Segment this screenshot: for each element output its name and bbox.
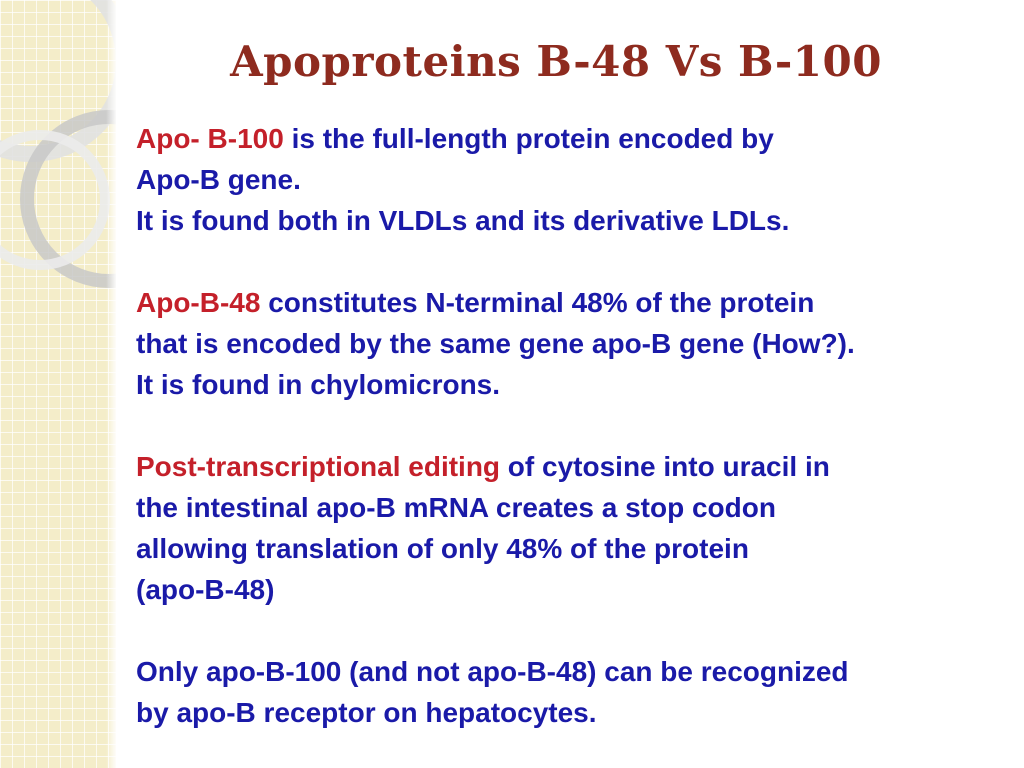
highlight-term: Apo-B-48 <box>136 287 261 318</box>
paragraph <box>136 651 1016 733</box>
text-line: by apo-B receptor on hepatocytes. <box>136 697 597 728</box>
paragraph <box>136 118 1016 241</box>
highlight-term: Apo- B-100 <box>136 123 284 154</box>
text-line: constitutes N-terminal 48% of the protein <box>260 287 815 318</box>
text-line: is the full-length protein encoded by <box>283 123 774 154</box>
slide-body <box>136 118 1016 733</box>
slide-title: Apoproteins B-48 Vs B-100 <box>230 37 882 86</box>
text-line: that is encoded by the same gene apo-B gene (How?). <box>136 328 855 359</box>
text-line: It is found in chylomicrons. <box>136 369 501 400</box>
text-line: (apo-B-48) <box>136 574 275 605</box>
text-line: It is found both in VLDLs and its derivative LDLs. <box>136 205 790 236</box>
paragraph <box>136 282 1016 405</box>
text-line: allowing translation of only 48% of the protein <box>136 533 749 564</box>
paragraph <box>136 446 1016 610</box>
text-line: of cytosine into uracil in <box>500 451 830 482</box>
text-line: the intestinal apo-B mRNA creates a stop codon <box>136 492 776 523</box>
text-line: Only apo-B-100 (and not apo-B-48) can be recognized <box>136 656 849 687</box>
text-line: Apo-B gene. <box>136 164 301 195</box>
highlight-term: Post-transcriptional editing <box>136 451 501 482</box>
decorative-side-strip <box>0 0 116 768</box>
